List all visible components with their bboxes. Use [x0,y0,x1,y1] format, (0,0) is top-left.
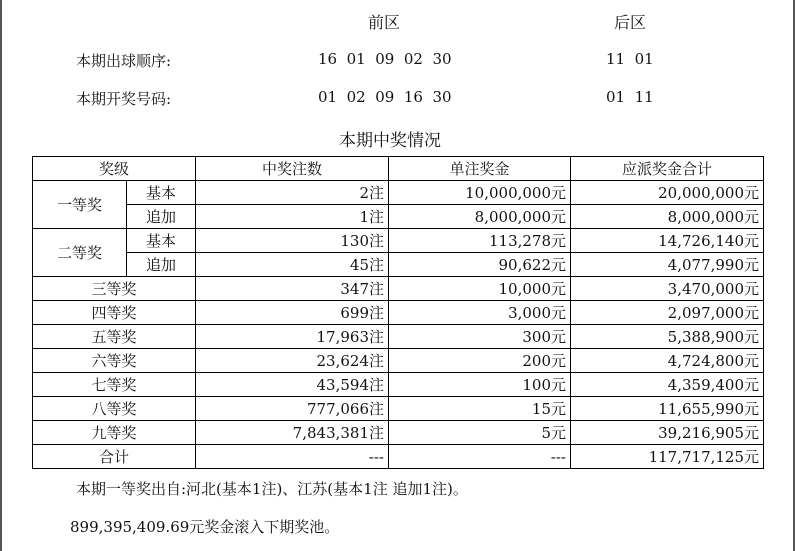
total-prize: 11,655,990元 [571,397,764,421]
winner-count: 7,843,381注 [196,421,389,445]
table-row [33,301,764,325]
winning-front-numbers: 01 02 09 16 30 [318,88,452,106]
draw-order-front-numbers: 16 01 09 02 30 [318,50,452,68]
grand-total: 117,717,125元 [571,445,764,469]
col-header-count: 中奖注数 [196,157,389,181]
draw-order-back-numbers: 11 01 [606,50,654,68]
total-prize: 5,388,900元 [571,325,764,349]
unit-prize: 10,000,000元 [389,181,571,205]
prize-table [32,156,764,469]
table-row [33,253,764,277]
unit-prize: 300元 [389,325,571,349]
prize-level: 三等奖 [33,277,196,301]
table-row [33,181,764,205]
unit-prize: 90,622元 [389,253,571,277]
table-title: 本期中奖情况 [339,131,441,151]
unit-prize: 113,278元 [389,229,571,253]
table-row [33,421,764,445]
unit-prize: 8,000,000元 [389,205,571,229]
unit-prize: --- [389,445,571,469]
total-prize: 4,359,400元 [571,373,764,397]
draw-order-label: 本期出球顺序: [76,52,172,70]
winning-back-numbers: 01 11 [606,88,654,106]
col-header-total: 应派奖金合计 [571,157,764,181]
prize-sublevel: 基本 [127,181,196,205]
winner-count: 17,963注 [196,325,389,349]
winner-count: 23,624注 [196,349,389,373]
table-row [33,349,764,373]
table-header-row [33,157,764,181]
total-label: 合计 [33,445,196,469]
prize-level: 六等奖 [33,349,196,373]
prize-level: 八等奖 [33,397,196,421]
prize-sublevel: 追加 [127,253,196,277]
winner-count: 1注 [196,205,389,229]
total-prize: 3,470,000元 [571,277,764,301]
prize-sublevel: 基本 [127,229,196,253]
unit-prize: 10,000元 [389,277,571,301]
prize-level: 九等奖 [33,421,196,445]
winner-count: 45注 [196,253,389,277]
total-prize: 39,216,905元 [571,421,764,445]
table-row [33,229,764,253]
total-prize: 4,724,800元 [571,349,764,373]
table-row [33,397,764,421]
unit-prize: 5元 [389,421,571,445]
winner-count: 43,594注 [196,373,389,397]
prize-sublevel: 追加 [127,205,196,229]
winner-count: 699注 [196,301,389,325]
unit-prize: 15元 [389,397,571,421]
winner-count: 347注 [196,277,389,301]
table-row [33,277,764,301]
prize-level: 四等奖 [33,301,196,325]
unit-prize: 100元 [389,373,571,397]
total-prize: 20,000,000元 [571,181,764,205]
table-row [33,373,764,397]
back-zone-heading: 后区 [614,13,647,32]
prize-level: 七等奖 [33,373,196,397]
col-header-unit-prize: 单注奖金 [389,157,571,181]
unit-prize: 3,000元 [389,301,571,325]
total-prize: 8,000,000元 [571,205,764,229]
winning-numbers-label: 本期开奖号码: [76,90,172,108]
total-prize: 14,726,140元 [571,229,764,253]
front-zone-heading: 前区 [368,13,401,32]
table-row [33,205,764,229]
unit-prize: 200元 [389,349,571,373]
total-prize: 4,077,990元 [571,253,764,277]
winner-count: --- [196,445,389,469]
first-prize-origin-note: 本期一等奖出自:河北(基本1注)、江苏(基本1注 追加1注)。 [76,480,468,498]
total-prize: 2,097,000元 [571,301,764,325]
winner-count: 777,066注 [196,397,389,421]
winner-count: 130注 [196,229,389,253]
col-header-level: 奖级 [33,157,196,181]
prize-level: 二等奖 [33,229,127,277]
rollover-note: 899,395,409.69元奖金滚入下期奖池。 [70,518,340,536]
table-row [33,325,764,349]
left-page-edge [0,0,2,551]
prize-level: 一等奖 [33,181,127,229]
winner-count: 2注 [196,181,389,205]
prize-level: 五等奖 [33,325,196,349]
table-total-row [33,445,764,469]
